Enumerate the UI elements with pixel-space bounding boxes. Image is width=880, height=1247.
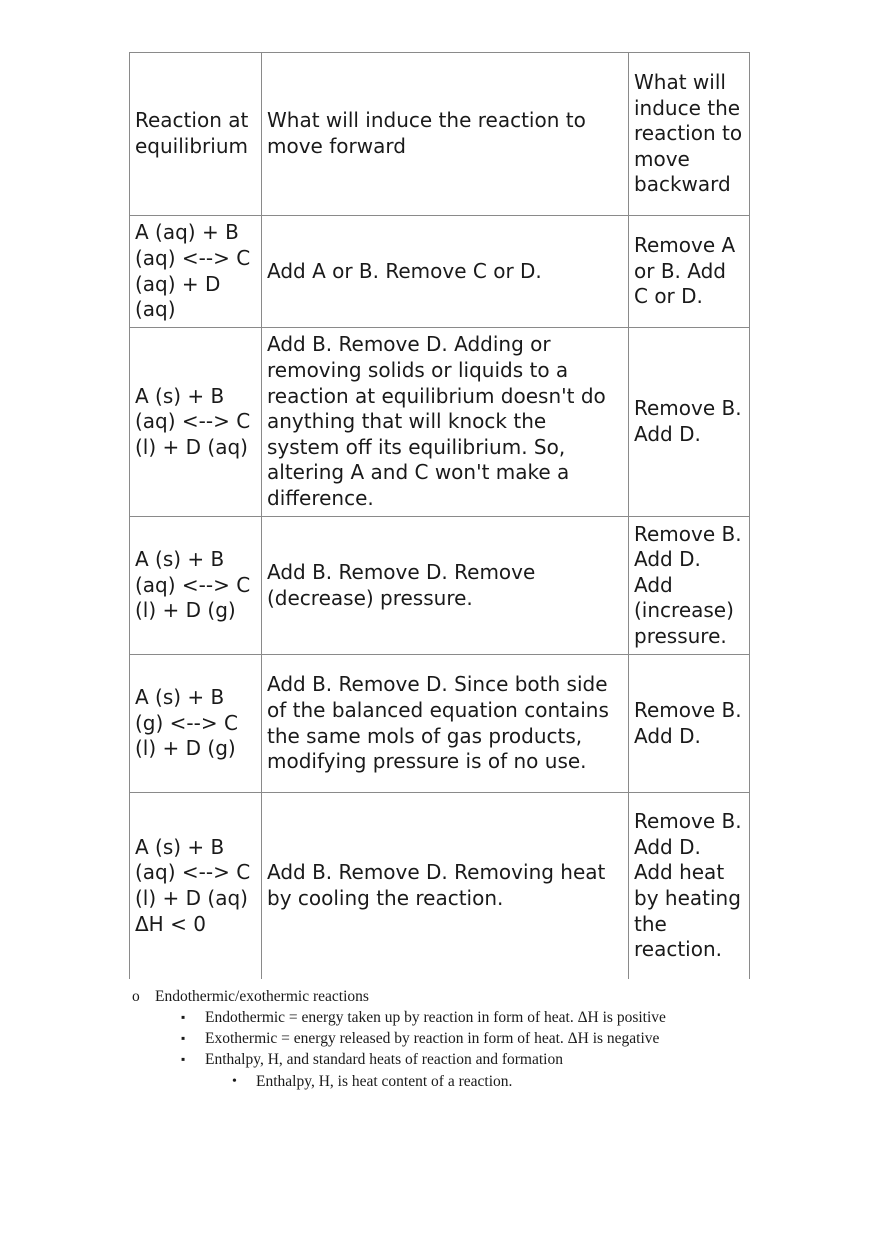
- outline-heading-text: Endothermic/exothermic reactions: [155, 988, 369, 1005]
- reaction-cell: A (s) + B (g) <--> C (l) + D (g): [130, 655, 262, 793]
- forward-cell: Add B. Remove D. Since both side of the balanced equation contains the same mols of gas products, modifying pressure is of no use.: [262, 655, 629, 793]
- backward-cell: Remove B. Add D. Add heat by heating the reaction.: [629, 793, 750, 980]
- table-row: [130, 793, 750, 980]
- reaction-cell: A (s) + B (aq) <--> C (l) + D (aq) ΔH < 0: [130, 793, 262, 980]
- header-backward: What will induce the reaction to move backward: [629, 53, 750, 216]
- backward-cell: Remove B. Add D.: [629, 655, 750, 793]
- backward-cell: Remove A or B. Add C or D.: [629, 216, 750, 328]
- list-item-text: Enthalpy, H, and standard heats of reaction and formation: [205, 1051, 563, 1068]
- list-item: [0, 1007, 880, 1028]
- table-row: [130, 216, 750, 328]
- sub-list-item-text: Enthalpy, H, is heat content of a reaction.: [256, 1073, 513, 1090]
- reaction-cell: A (s) + B (aq) <--> C (l) + D (g): [130, 517, 262, 655]
- notes-outline: [0, 986, 880, 1092]
- header-forward: What will induce the reaction to move forward: [262, 53, 629, 216]
- round-bullet-icon: •: [232, 1074, 237, 1089]
- list-item: [0, 1028, 880, 1049]
- list-item-text: Exothermic = energy released by reaction in form of heat. ΔH is negative: [205, 1030, 660, 1047]
- circle-bullet-icon: o: [132, 988, 140, 1005]
- backward-cell: Remove B. Add D.: [629, 328, 750, 517]
- square-bullet-icon: ▪: [181, 1031, 186, 1045]
- outline-heading: [0, 986, 880, 1007]
- table-header-row: [130, 53, 750, 216]
- sub-list-item: [0, 1071, 880, 1092]
- backward-cell: Remove B. Add D. Add (increase) pressure.: [629, 517, 750, 655]
- square-bullet-icon: ▪: [181, 1052, 186, 1066]
- square-bullet-icon: ▪: [181, 1010, 186, 1024]
- forward-cell: Add A or B. Remove C or D.: [262, 216, 629, 328]
- header-reaction: Reaction at equilibrium: [130, 53, 262, 216]
- reaction-cell: A (aq) + B (aq) <--> C (aq) + D (aq): [130, 216, 262, 328]
- reaction-cell: A (s) + B (aq) <--> C (l) + D (aq): [130, 328, 262, 517]
- table-row: [130, 328, 750, 517]
- forward-cell: Add B. Remove D. Adding or removing solids or liquids to a reaction at equilibrium doesn't do anything that will knock the system off its equilibrium. So, altering A and C won't make a difference.: [262, 328, 629, 517]
- table-row: [130, 655, 750, 793]
- equilibrium-table: [129, 52, 750, 979]
- table-row: [130, 517, 750, 655]
- list-item-text: Endothermic = energy taken up by reaction in form of heat. ΔH is positive: [205, 1009, 666, 1026]
- list-item: [0, 1049, 880, 1070]
- forward-cell: Add B. Remove D. Removing heat by cooling the reaction.: [262, 793, 629, 980]
- forward-cell: Add B. Remove D. Remove (decrease) pressure.: [262, 517, 629, 655]
